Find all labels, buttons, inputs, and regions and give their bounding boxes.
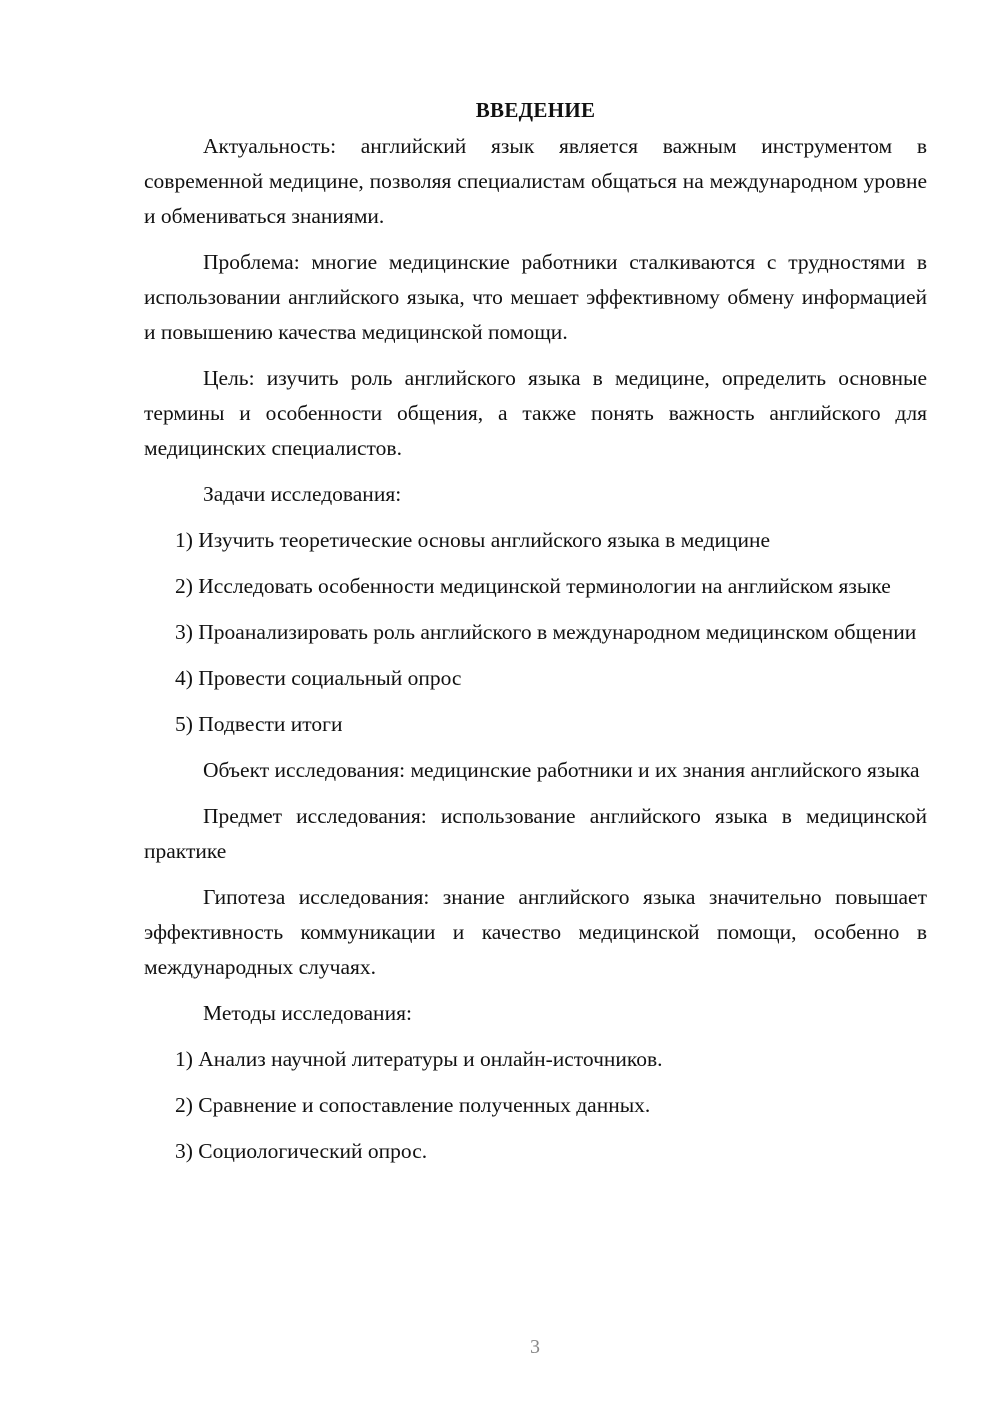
methods-heading: Методы исследования:: [203, 1001, 412, 1025]
method-item: 2) Сравнение и сопоставление полученных данных.: [175, 1093, 651, 1117]
method-item: 1) Анализ научной литературы и онлайн-источников.: [175, 1047, 663, 1071]
subject-paragraph: Предмет исследования: использование английского языка в медицинской практике: [144, 804, 927, 863]
task-item: 5) Подвести итоги: [175, 712, 343, 736]
section-heading: ВВЕДЕНИЕ: [475, 98, 596, 122]
goal-paragraph: Цель: изучить роль английского языка в медицине, определить основные термины и особенности общения, а также понять важность английского для медицинских специалистов.: [144, 366, 927, 460]
hypothesis-paragraph: Гипотеза исследования: знание английского языка значительно повышает эффективность коммуникации и качество медицинской помощи, особенно в международных случаях.: [144, 885, 927, 979]
task-item: 2) Исследовать особенности медицинской терминологии на английском языке: [175, 574, 891, 598]
tasks-heading: Задачи исследования:: [203, 482, 402, 506]
page-number: 3: [530, 1336, 540, 1358]
method-item: 3) Социологический опрос.: [175, 1139, 428, 1163]
task-item: 3) Проанализировать роль английского в международном медицинском общении: [175, 620, 917, 644]
page-content: [144, 95, 927, 1180]
relevance-paragraph: Актуальность: английский язык является важным инструментом в современной медицине, позволяя специалистам общаться на международном уровне и обмениваться знаниями.: [144, 134, 927, 228]
task-item: 4) Провести социальный опрос: [175, 666, 462, 690]
problem-paragraph: Проблема: многие медицинские работники сталкиваются с трудностями в использовании английского языка, что мешает эффективному обмену информацией и повышению качества медицинской помощи.: [144, 250, 927, 344]
object-paragraph: Объект исследования: медицинские работники и их знания английского языка: [203, 758, 920, 782]
task-item: 1) Изучить теоретические основы английского языка в медицине: [175, 528, 771, 552]
